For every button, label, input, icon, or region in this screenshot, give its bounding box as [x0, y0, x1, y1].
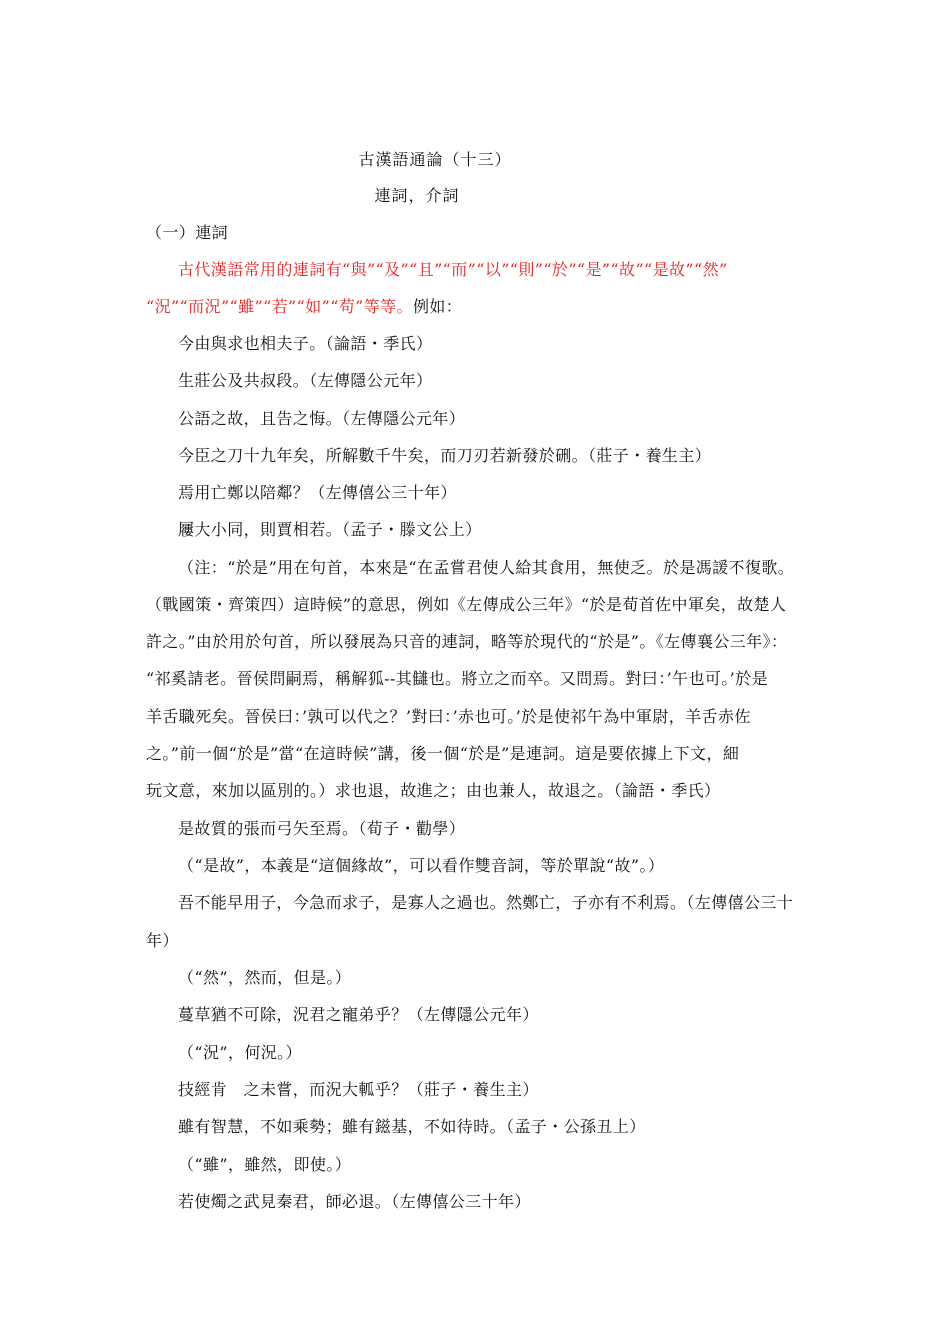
gloss-line: （“況”，何況。） [178, 1043, 302, 1062]
document-subtitle [0, 186, 870, 206]
intro-line-2 [146, 297, 462, 317]
note-line: “祁奚請老。晉侯問嗣焉，稱解狐--其讎也。將立之而卒。又問焉。對曰：’午也可。’於是 [146, 669, 768, 688]
document-title: 古漢語通論（十三） [358, 150, 512, 169]
section-heading: （一）連詞 [146, 223, 229, 242]
gloss-line: （“是故”，本義是“這個緣故”，可以看作雙音詞，等於單說“故”。） [178, 856, 665, 875]
example-line: 吾不能早用子，今急而求子，是寡人之過也。然鄭亡，子亦有不利焉。（左傳僖公三十 [178, 893, 794, 912]
gloss-line: （“然”，然而，但是。） [178, 968, 352, 987]
example-line: 是故質的張而弓矢至焉。（荀子・勸學） [178, 819, 466, 838]
example-line: 蔓草猶不可除，況君之寵弟乎？（左傳隱公元年） [178, 1005, 539, 1024]
note-line: 許之。”由於用於句首，所以發展為只音的連詞，略等於現代的“於是”。《左傳襄公三年》： [146, 632, 788, 651]
gloss-line: （“雖”，雖然，即使。） [178, 1155, 352, 1174]
example-line: 今由與求也相夫子。（論語・季氏） [178, 334, 433, 353]
example-line: 今臣之刀十九年矣，所解數千牛矣，而刀刃若新發於硎。（莊子・養生主） [178, 446, 712, 465]
note-line: 之。”前一個“於是”當“在這時候”講，後一個“於是”是連詞。這是要依據上下文，細 [146, 744, 740, 763]
intro-line-1: 古代漢語常用的連詞有“與”“及”“且”“而”“以”“則”“於”“是”“故”“是故”“然” [178, 260, 728, 279]
example-line: 若使燭之武見秦君，師必退。（左傳僖公三十年） [178, 1192, 531, 1211]
example-line: 技經肯 之未嘗，而況大軱乎？（莊子・養生主） [178, 1080, 539, 1099]
example-line: 焉用亡鄭以陪鄰？（左傳僖公三十年） [178, 483, 457, 502]
example-line: 雖有智慧，不如乘勢；雖有鎡基，不如待時。（孟子・公孫丑上） [178, 1117, 646, 1136]
example-line: 公語之故，且告之悔。（左傳隱公元年） [178, 409, 466, 428]
note-line: （注：“於是”用在句首，本來是“在孟嘗君使人給其食用，無使乏。於是馮諼不復歌。 [178, 558, 795, 577]
intro-red-text: “況”“而況”“雖”“若”“如”“苟”等等。 [146, 297, 413, 316]
note-line: 羊舌職死矣。晉侯曰：’孰可以代之？’對曰：’赤也可。’於是使祁午為中軍尉，羊舌赤佐 [146, 707, 751, 726]
intro-example-label: 例如： [412, 297, 463, 316]
example-line: 生莊公及共叔段。（左傳隱公元年） [178, 371, 433, 390]
example-line: 屨大小同，則賈相若。（孟子・滕文公上） [178, 520, 482, 539]
subtitle-text: 連詞，介詞 [374, 186, 460, 205]
note-line: 玩文意，來加以區別的。）求也退，故進之；由也兼人，故退之。（論語・季氏） [146, 781, 721, 800]
example-line: 年） [146, 931, 179, 950]
note-line: （戰國策・齊策四）這時候”的意思，例如《左傳成公三年》“於是荀首佐中軍矣，故楚人 [146, 595, 787, 614]
